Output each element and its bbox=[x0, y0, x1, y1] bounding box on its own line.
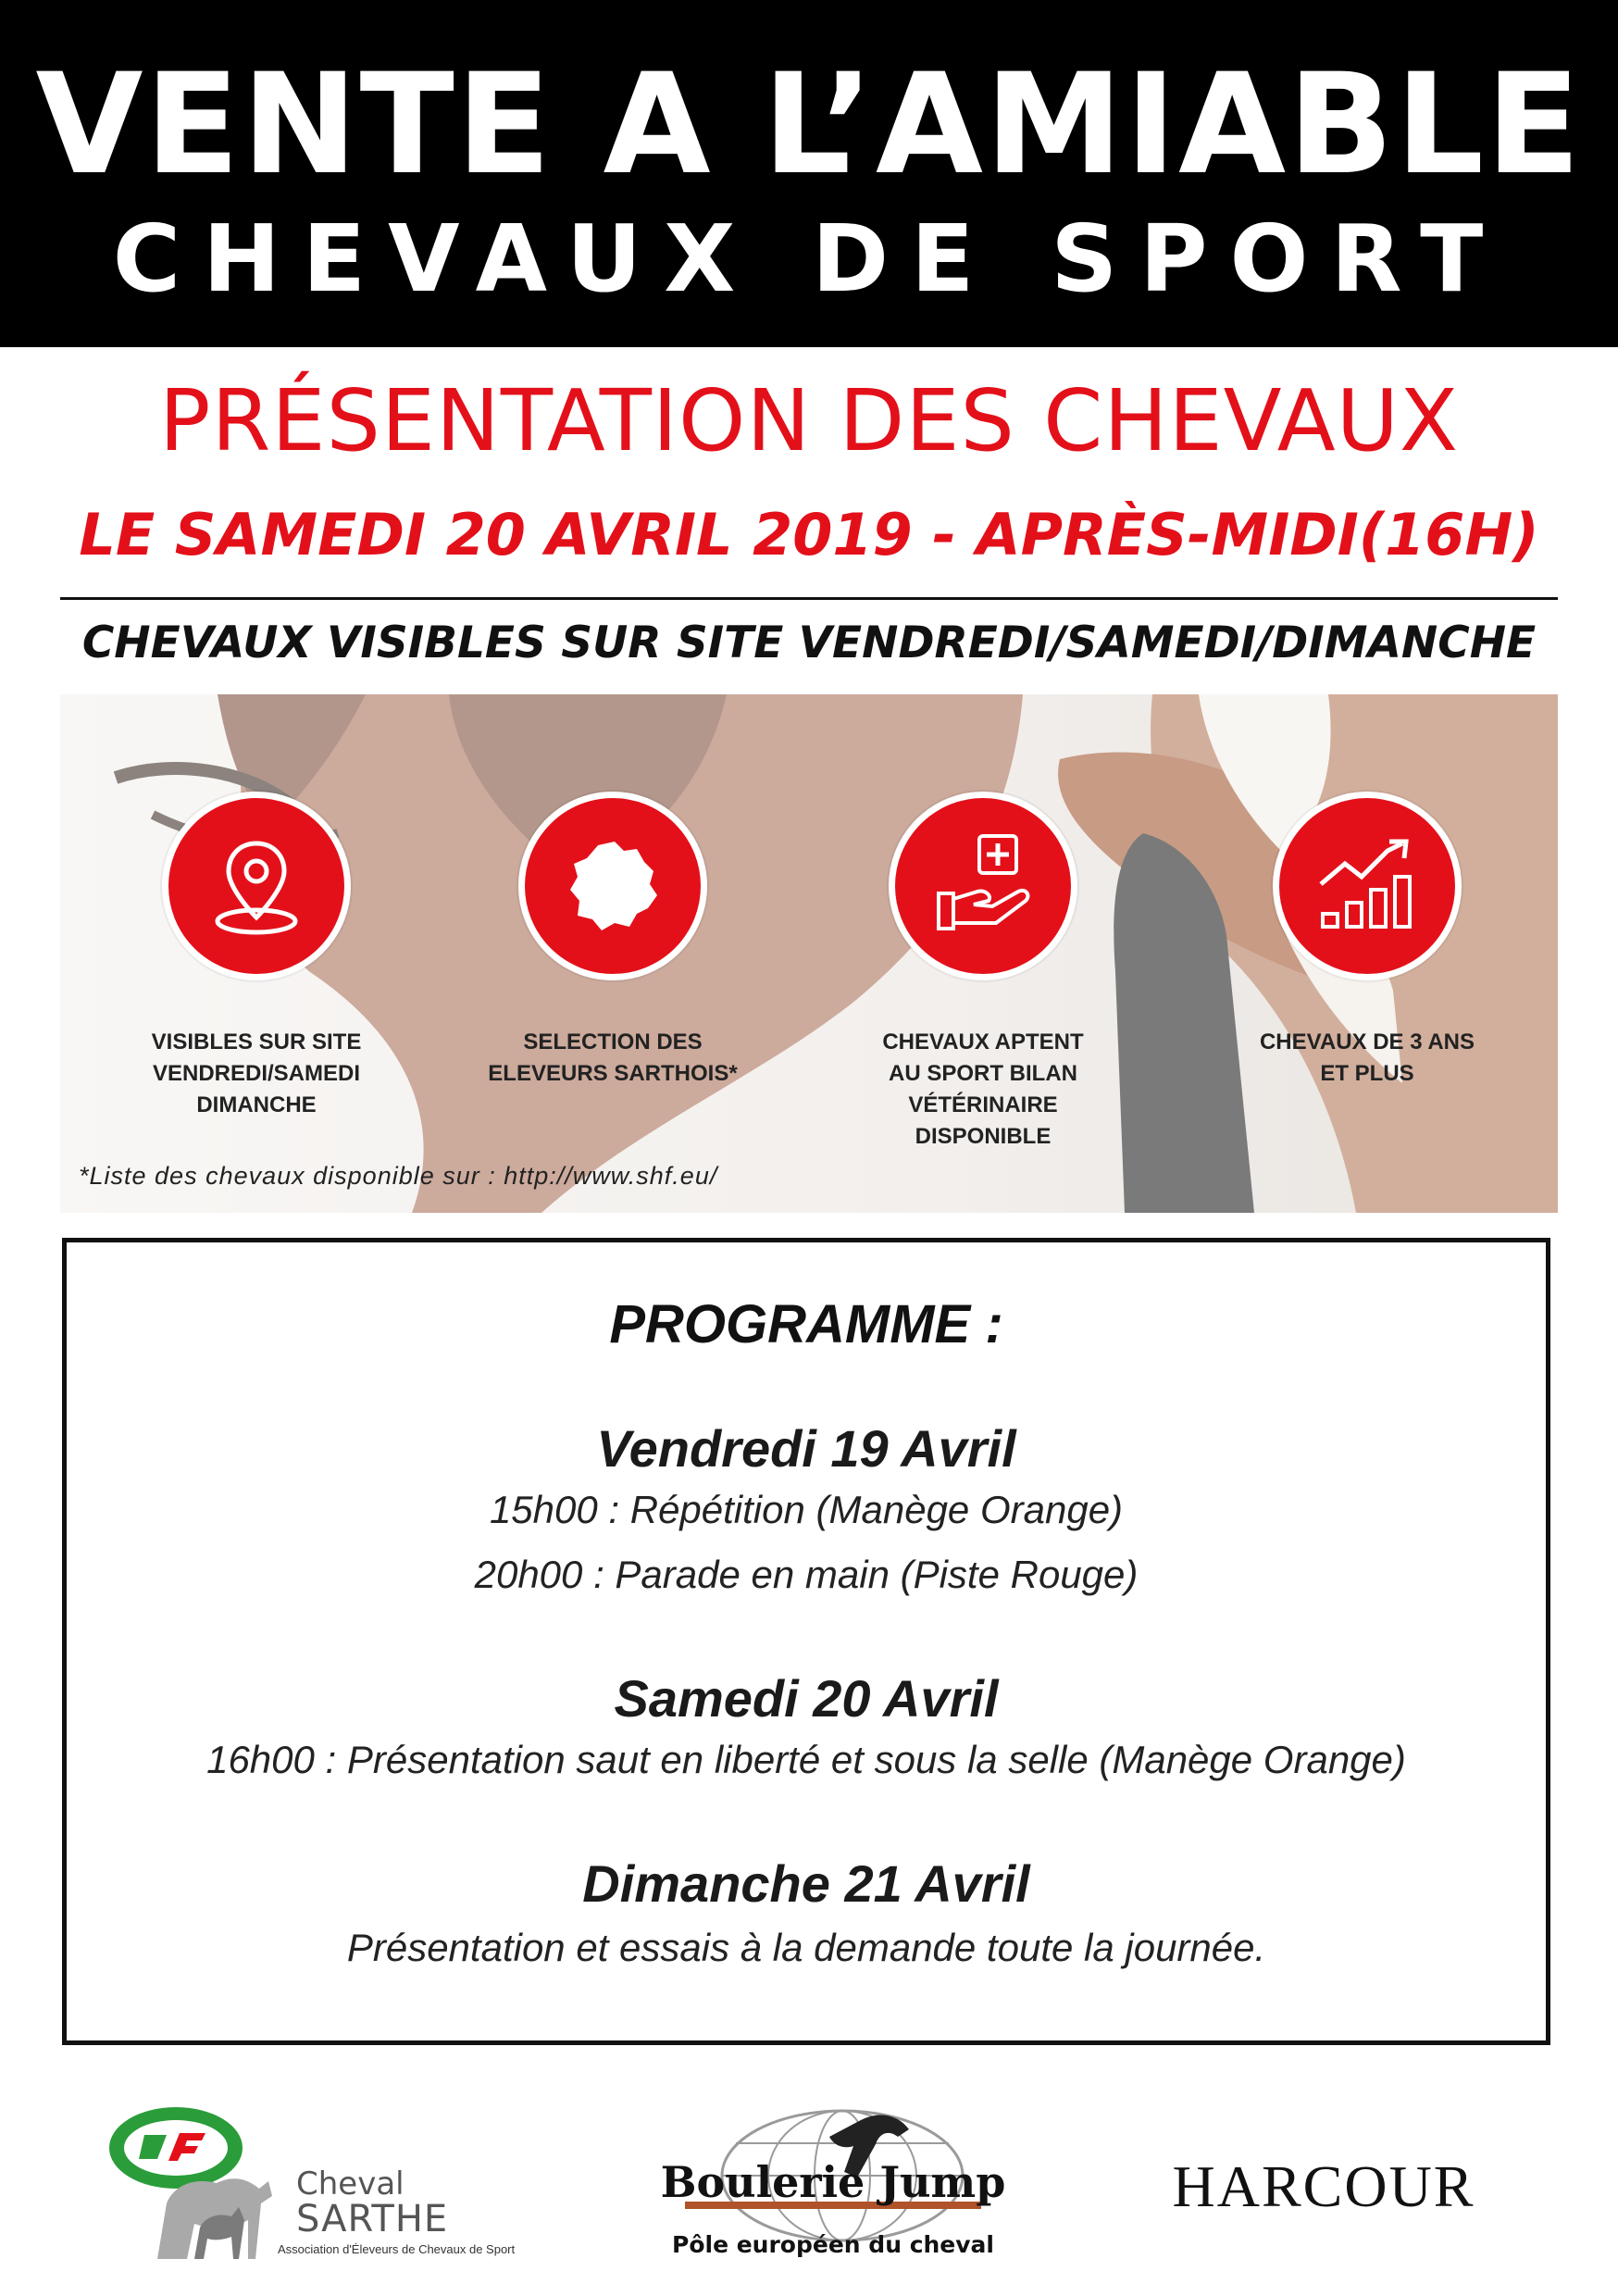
cheval-sarthe-emblem bbox=[102, 2092, 287, 2277]
presentation-date: LE SAMEDI 20 AVRIL 2019 - APRÈS-MIDI(16H) bbox=[79, 501, 1539, 568]
day-heading: Samedi 20 Avril bbox=[614, 1669, 999, 1728]
main-title: VENTE A L’AMIABLE bbox=[35, 44, 1583, 206]
programme-title: PROGRAMME : bbox=[609, 1294, 1003, 1354]
feature-visible-on-site bbox=[118, 792, 395, 1121]
feature-circle bbox=[1273, 792, 1462, 980]
event-line: 16h00 : Présentation saut en liberté et sous la selle (Manège Orange) bbox=[206, 1738, 1406, 1781]
health-hand-icon bbox=[927, 830, 1039, 942]
feature-age bbox=[1228, 792, 1506, 1090]
cheval-sarthe-logo bbox=[102, 2092, 546, 2277]
visibility-line: CHEVAUX VISIBLES SUR SITE VENDREDI/SAMEDI/DIMANCHE bbox=[81, 618, 1537, 668]
presentation-title: PRÉSENTATION DES CHEVAUX bbox=[158, 371, 1460, 470]
growth-chart-icon bbox=[1312, 830, 1423, 942]
feature-circle bbox=[162, 792, 351, 980]
event-line: 15h00 : Répétition (Manège Orange) bbox=[489, 1488, 1124, 1531]
harcour-logo: HARCOUR bbox=[1172, 2153, 1475, 2219]
event-line: Présentation et essais à la demande toute la journée. bbox=[346, 1926, 1266, 1969]
location-pin-icon bbox=[201, 830, 312, 942]
boulerie-jump-tagline: Pôle européen du cheval bbox=[672, 2231, 994, 2258]
day-heading: Vendredi 19 Avril bbox=[596, 1419, 1016, 1478]
event-line: 20h00 : Parade en main (Piste Rouge) bbox=[474, 1553, 1139, 1596]
feature-circle bbox=[518, 792, 707, 980]
feature-label: CHEVAUX APTENT AU SPORT BILAN VÉTÉRINAIRE DISPONIBLE bbox=[882, 1029, 1084, 1149]
feature-label: SELECTION DES ELEVEURS SARTHOIS* bbox=[488, 1029, 738, 1086]
footnote: *Liste des chevaux disponible sur : http://www.shf.eu/ bbox=[79, 1162, 718, 1190]
sponsor-logos bbox=[0, 2074, 1618, 2277]
day-heading: Dimanche 21 Avril bbox=[582, 1854, 1030, 1913]
sarthe-map-icon bbox=[557, 830, 668, 942]
programme-box bbox=[62, 1238, 1550, 2045]
header-banner bbox=[0, 0, 1618, 347]
boulerie-jump-wordmark: Boulerie Jump bbox=[660, 2157, 1006, 2207]
cheval-sarthe-wordmark: Cheval SARTHE bbox=[296, 2165, 449, 2240]
horse-photo-panel bbox=[60, 694, 1558, 1213]
feature-sarthe-selection bbox=[474, 792, 752, 1090]
feature-circle bbox=[889, 792, 1077, 980]
cheval-sarthe-tagline: Association d'Éleveurs de Chevaux de Sport bbox=[278, 2242, 516, 2256]
feature-label: CHEVAUX DE 3 ANS ET PLUS bbox=[1259, 1029, 1475, 1086]
boulerie-jump-logo bbox=[648, 2092, 1018, 2277]
feature-vet-check bbox=[844, 792, 1122, 1153]
feature-label: VISIBLES SUR SITE VENDREDI/SAMEDI DIMANCHE bbox=[151, 1029, 362, 1117]
divider bbox=[60, 597, 1558, 600]
main-subtitle: CHEVAUX DE SPORT bbox=[112, 205, 1506, 313]
